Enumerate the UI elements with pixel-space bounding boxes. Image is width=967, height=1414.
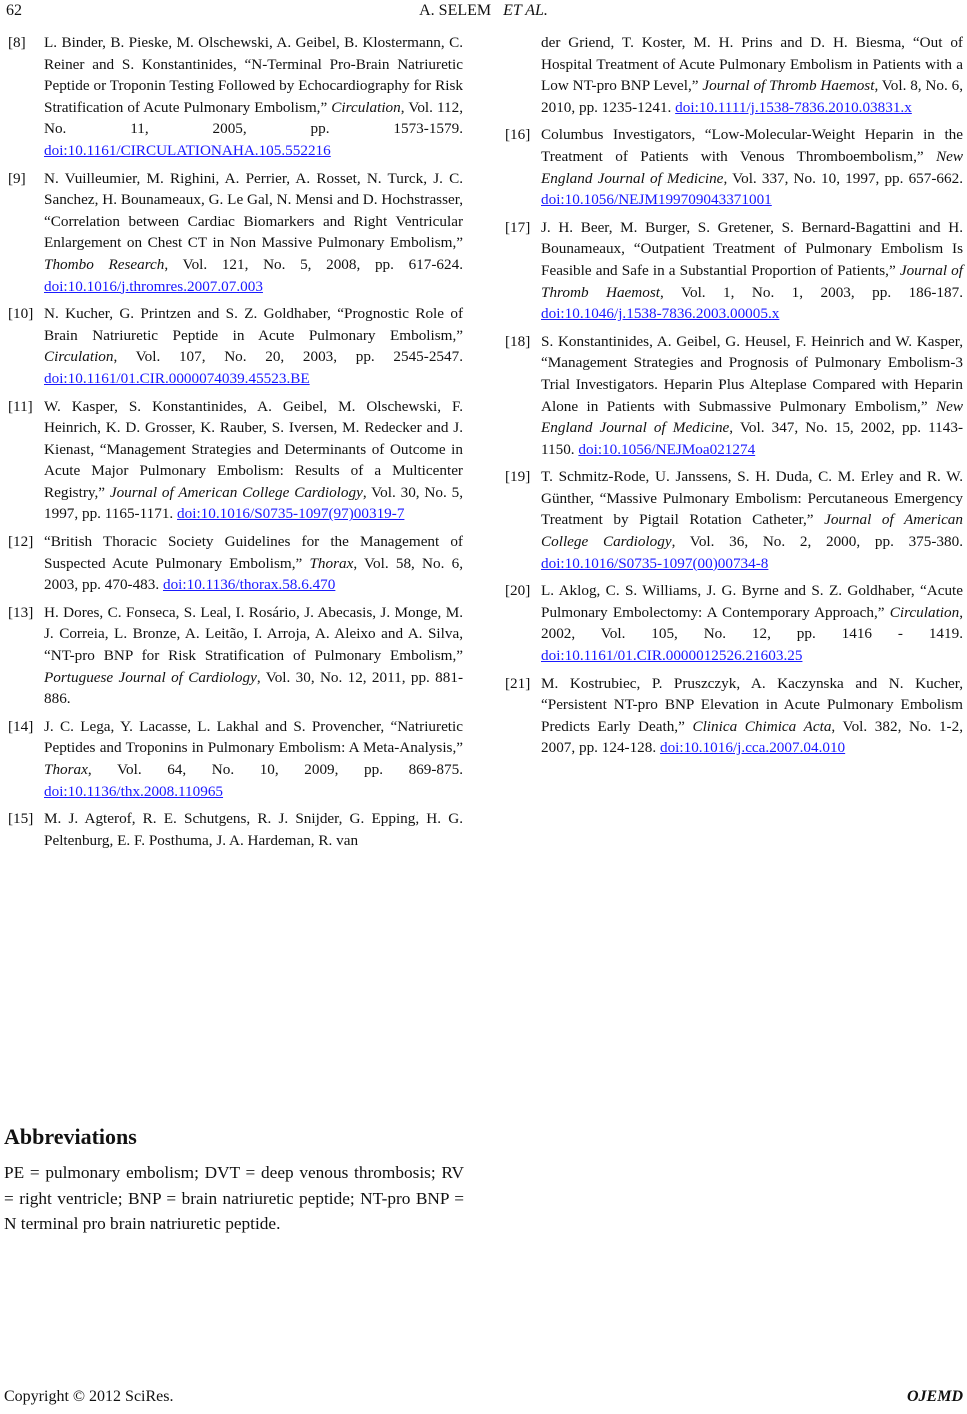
journal-name: New England Journal of Medicine xyxy=(541,397,963,437)
journal-name: Circulation xyxy=(889,603,960,621)
reference-number: [18] xyxy=(505,332,531,350)
reference-text: , Vol. 30, No. 12, 2011, pp. 881-886. xyxy=(44,668,464,708)
reference-item xyxy=(505,124,963,210)
reference-item xyxy=(8,168,463,298)
reference-number: [9] xyxy=(8,169,26,187)
journal-name: Journal of Thromb Haemost xyxy=(702,77,875,95)
doi-link[interactable]: doi:10.1016/S0735-1097(97)00319-7 xyxy=(177,505,405,523)
doi-link[interactable]: doi:10.1056/NEJM199709043371001 xyxy=(541,191,772,209)
references-left-column xyxy=(8,32,463,857)
journal-name: Clinica Chimica Acta xyxy=(692,717,832,735)
doi-link[interactable]: doi:10.1111/j.1538-7836.2010.03831.x xyxy=(675,98,912,116)
doi-link[interactable]: doi:10.1016/S0735-1097(00)00734-8 xyxy=(541,554,769,572)
reference-text: L. Binder, B. Pieske, M. Olschewski, A. Geibel, B. Klostermann, C. Reiner and S. Konstantinides, “N-Terminal Pro-Brain Natriuretic Peptide or Troponin Testing Followed by Echocardiography for Risk Stratification of Acute Pulmonary Embolism,” xyxy=(44,34,463,116)
reference-text: , 2002, Vol. 105, No. 12, pp. 1416 - 1419. xyxy=(541,603,963,643)
journal-name: Journal of American College Cardiology xyxy=(109,483,363,501)
running-head-authors: A. SELEM xyxy=(419,2,492,19)
references-right-column xyxy=(505,32,963,765)
reference-item xyxy=(8,396,463,526)
reference-text: , Vol. 337, No. 10, 1997, pp. 657-662. xyxy=(723,169,964,187)
journal-name: Thorax xyxy=(44,761,88,778)
reference-text: N. Vuilleumier, M. Righini, A. Perrier, A. Rosset, N. Turck, J. C. Sanchez, H. Bounameaux, G. Le Gal, N. Mensi and D. Hochstrasser, “Correlation between Cardiac Biomarkers and Right Ventricular Enlargement on Chest CT in Non Massive Pulmonary Embolism,” xyxy=(44,169,463,252)
reference-text: , Vol. 64, No. 10, 2009, pp. 869-875. xyxy=(87,761,463,778)
reference-number: [12] xyxy=(8,533,34,551)
reference-number: [10] xyxy=(8,305,34,323)
reference-text: , Vol. 107, No. 20, 2003, pp. 2545-2547. xyxy=(113,348,463,366)
reference-item xyxy=(8,303,463,389)
journal-name: Thombo Research xyxy=(44,255,165,273)
reference-item xyxy=(8,32,463,162)
reference-text: L. Aklog, C. S. Williams, J. G. Byrne and S. Z. Goldhaber, “Acute Pulmonary Embolectomy: A Contemporary Approach,” xyxy=(541,582,963,621)
reference-number: [20] xyxy=(505,582,531,600)
reference-item xyxy=(8,602,463,710)
reference-number: [17] xyxy=(505,218,531,236)
reference-item xyxy=(505,217,963,325)
journal-name: Circulation xyxy=(44,348,114,366)
doi-link[interactable]: doi:10.1136/thx.2008.110965 xyxy=(44,782,224,800)
reference-text: , Vol. 1, No. 1, 2003, pp. 186-187. xyxy=(660,283,963,301)
doi-link[interactable]: doi:10.1136/thorax.58.6.470 xyxy=(162,576,336,594)
reference-item xyxy=(505,32,963,118)
reference-text: , Vol. 347, No. 15, 2002, pp. 1143-1150. xyxy=(541,419,963,458)
doi-link[interactable]: doi:10.1161/01.CIR.0000012526.21603.25 xyxy=(541,647,803,665)
journal-footer: OJEMD xyxy=(906,1388,963,1405)
reference-item xyxy=(8,716,463,802)
reference-text: , Vol. 112, No. 11, 2005, pp. 1573-1579. xyxy=(44,98,464,138)
reference-text: , Vol. 30, No. 5, 1997, pp. 1165-1171. xyxy=(44,483,463,523)
reference-text: “British Thoracic Society Guidelines for the Management of Suspected Acute Pulmonary Embolism,” xyxy=(44,533,463,572)
abbreviations-heading: Abbreviations xyxy=(4,1124,137,1149)
reference-text: T. Schmitz-Rode, U. Janssens, S. H. Duda, C. M. Erley and R. W. Günther, “Massive Pulmonary Embolism: Percutaneous Emergency Treatment by Pigtail Rotation Catheter,” xyxy=(541,468,963,529)
doi-link[interactable]: doi:10.1016/j.cca.2007.04.010 xyxy=(659,739,846,757)
doi-link[interactable]: doi:10.1056/NEJMoa021274 xyxy=(578,440,756,458)
journal-name: New England Journal of Medicine xyxy=(541,147,963,187)
reference-text: W. Kasper, S. Konstantinides, A. Geibel, M. Olschewski, F. Heinrich, K. D. Grosser, K. Rauber, S. Iversen, M. Redecker and J. Kienast, “Management Strategies and Determinants of Outcome in Acute Major Pulmonary Embolism: Results of a Multicenter Registry,” xyxy=(44,397,463,501)
reference-item xyxy=(505,673,963,759)
journal-name: Circulation xyxy=(331,98,401,116)
reference-number: [11] xyxy=(8,397,33,415)
reference-text: J. C. Lega, Y. Lacasse, L. Lakhal and S. Provencher, “Natriuretic Peptides and Troponins in Pulmonary Embolism: A Meta-Analysis,” xyxy=(44,717,463,757)
journal-name: Thorax xyxy=(309,554,354,572)
reference-text: , Vol. 58, No. 6, 2003, pp. 470-483. xyxy=(44,554,463,594)
reference-text: J. H. Beer, M. Burger, S. Gretener, S. Bernard-Bagattini and H. Bounameaux, “Outpatient Treatment of Pulmonary Embolism Is Feasible and Safe in a Substantial Proportion of Patients,” xyxy=(541,218,963,279)
doi-link[interactable]: doi:10.1016/j.thromres.2007.07.003 xyxy=(44,277,263,295)
reference-number: [21] xyxy=(505,674,531,692)
reference-text: M. Kostrubiec, P. Pruszczyk, A. Kaczynska and N. Kucher, “Persistent NT-pro BNP Elevation in Acute Pulmonary Embolism Predicts Early Death,” xyxy=(541,674,963,735)
reference-text: Columbus Investigators, “Low-Molecular-Weight Heparin in the Treatment of Patients with Venous Thromboembolism,” xyxy=(541,126,963,165)
reference-text: , Vol. 382, No. 1-2, 2007, pp. 124-128. xyxy=(541,717,963,757)
doi-link[interactable]: doi:10.1161/01.CIR.0000074039.45523.BE xyxy=(44,369,310,387)
journal-name: Portuguese Journal of Cardiology xyxy=(44,668,257,686)
reference-item xyxy=(505,331,963,461)
reference-item xyxy=(8,531,463,596)
reference-item xyxy=(8,808,463,851)
abbreviations-text: PE = pulmonary embolism; DVT = deep venous thrombosis; RV = right ventricle; BNP = brain natriuretic peptide; NT-pro BNP = N terminal pro brain natriuretic peptide. xyxy=(4,1163,464,1233)
reference-text: der Griend, T. Koster, M. H. Prins and D. H. Biesma, “Out of Hospital Treatment of Acute Pulmonary Embolism in Patients with a Low NT-pro BNP Level,” xyxy=(541,34,963,95)
page-number: 62 xyxy=(6,2,22,19)
reference-text: S. Konstantinides, A. Geibel, G. Heusel, F. Heinrich and W. Kasper, “Management Strategies and Prognosis of Pulmonary Embolism-3 Trial Investigators. Heparin Plus Alteplase Compared with Heparin Alone in Patients with Submassive Pulmonary Embolism,” xyxy=(541,332,963,415)
reference-text: , Vol. 36, No. 2, 2000, pp. 375-380. xyxy=(671,533,963,551)
journal-name: Journal of American College Cardiology xyxy=(541,511,963,551)
reference-text: M. J. Agterof, R. E. Schutgens, R. J. Snijder, G. Epping, H. G. Peltenburg, E. F. Posthuma, J. A. Hardeman, R. van xyxy=(44,810,463,849)
copyright-footer: Copyright © 2012 SciRes. xyxy=(4,1388,174,1405)
reference-text: H. Dores, C. Fonseca, S. Leal, I. Rosário, J. Abecasis, J. Monge, M. J. Correia, L. Bronze, A. Leitão, I. Arroja, A. Aleixo and A. Silva, “NT-pro BNP for Risk Stratification of Pulmonary Embolism,” xyxy=(44,603,463,665)
doi-link[interactable]: doi:10.1161/CIRCULATIONAHA.105.552216 xyxy=(44,141,331,159)
reference-item xyxy=(505,580,963,666)
reference-text: N. Kucher, G. Printzen and S. Z. Goldhaber, “Prognostic Role of Brain Natriuretic Peptide in Acute Pulmonary Embolism,” xyxy=(44,305,463,344)
reference-number: [16] xyxy=(505,126,531,144)
abbreviations-section xyxy=(4,1124,464,1237)
running-head-etal: ET AL. xyxy=(503,2,548,19)
journal-name: Journal of Thromb Haemost xyxy=(541,261,963,301)
running-head xyxy=(0,2,967,20)
doi-link[interactable]: doi:10.1046/j.1538-7836.2003.00005.x xyxy=(541,305,780,323)
reference-number: [15] xyxy=(8,810,34,828)
reference-text: , Vol. 121, No. 5, 2008, pp. 617-624. xyxy=(164,255,463,273)
reference-number: [13] xyxy=(8,603,34,621)
reference-item xyxy=(505,466,963,574)
reference-number: [8] xyxy=(8,34,26,51)
reference-text: , Vol. 8, No. 6, 2010, pp. 1235-1241. xyxy=(541,77,963,116)
reference-number: [14] xyxy=(8,717,34,735)
reference-number: [19] xyxy=(505,468,531,486)
